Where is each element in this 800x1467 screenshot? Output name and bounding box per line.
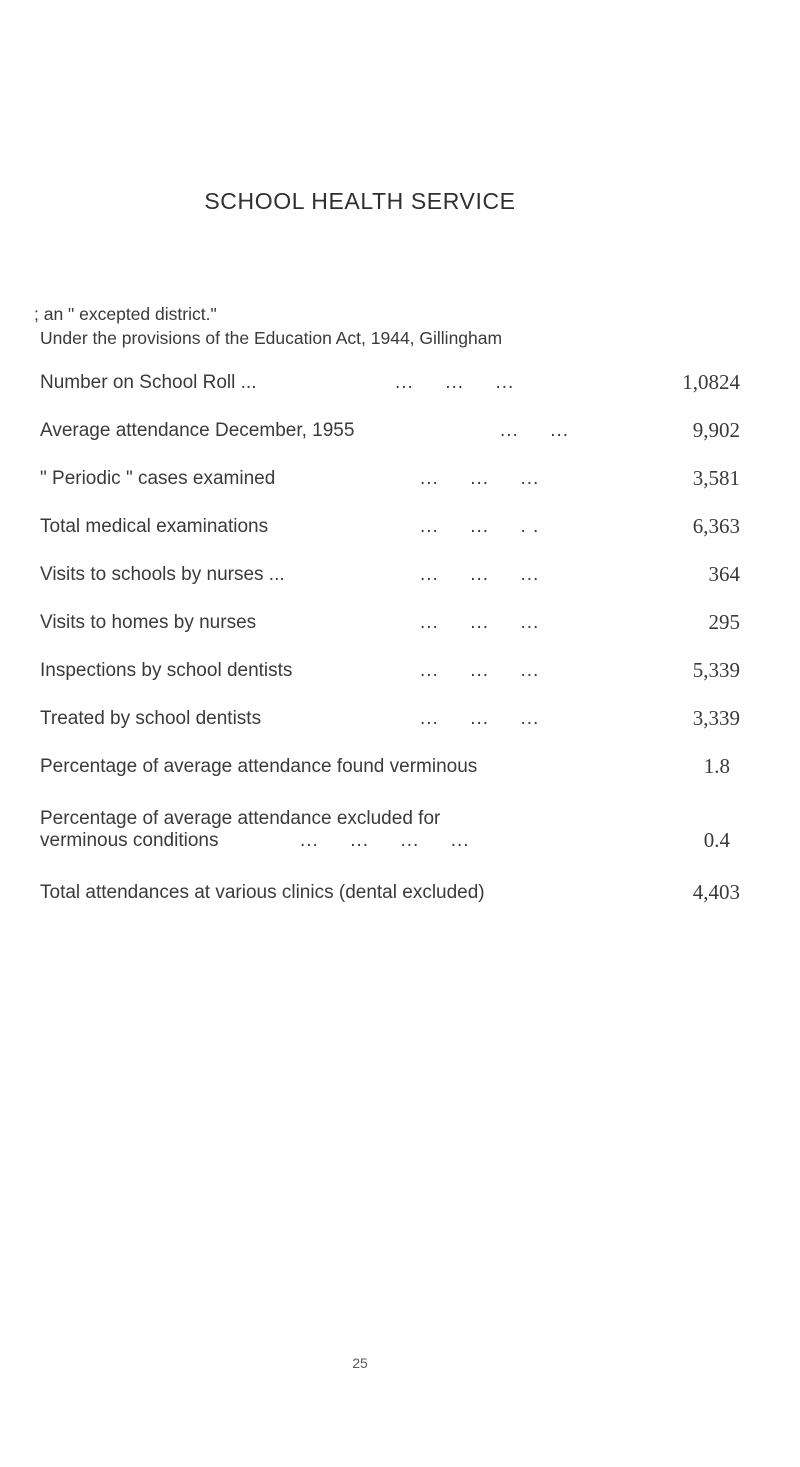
stat-value: 3,339 (692, 706, 740, 730)
leader-dots: ... ... ... (420, 708, 540, 729)
stat-label: Treated by school dentists (40, 708, 262, 729)
stat-label: Visits to homes by nurses (40, 612, 257, 633)
page-title: SCHOOL HEALTH SERVICE (204, 188, 516, 214)
intro-line-2: ; an " excepted district." (34, 304, 217, 324)
page-number: 25 (352, 1355, 368, 1371)
stat-value: 9,902 (692, 418, 740, 442)
stat-value: 1,0824 (682, 370, 740, 394)
stat-label: Total attendances at various clinics (dental excluded) (40, 882, 485, 903)
stat-value: 3,581 (692, 466, 740, 490)
stat-value: 4,403 (692, 880, 740, 904)
stat-value: 1.8 (703, 754, 730, 778)
stat-label-continued: verminous conditions (40, 830, 219, 851)
stat-label: Number on School Roll ... (40, 372, 257, 393)
leader-dots: ... ... ... (420, 612, 540, 633)
leader-dots: ... ... ... ... (300, 830, 470, 851)
leader-dots: ... ... . . (420, 516, 540, 537)
stat-label: " Periodic " cases examined (40, 468, 276, 489)
leader-dots: ... ... ... (420, 564, 540, 585)
stat-label: Average attendance December, 1955 (40, 420, 355, 441)
leader-dots: ... ... ... (395, 372, 515, 393)
leader-dots: ... ... (500, 420, 570, 441)
stat-label: Total medical examinations (40, 516, 269, 537)
leader-dots: ... ... ... (420, 660, 540, 681)
stat-value: 364 (708, 562, 740, 586)
stat-row-verminous-excluded (40, 806, 740, 856)
stat-value: 6,363 (692, 514, 740, 538)
intro-line-1: Under the provisions of the Education Act, 1944, Gillingham (40, 328, 503, 348)
stat-label: Percentage of average attendance excluded for (40, 808, 441, 829)
stat-label: Percentage of average attendance found verminous (40, 756, 478, 777)
stat-value: 295 (708, 610, 740, 634)
leader-dots: ... ... ... (420, 468, 540, 489)
stat-value: 5,339 (692, 658, 740, 682)
stat-value: 0.4 (703, 828, 730, 852)
stat-label: Inspections by school dentists (40, 660, 293, 681)
stat-label: Visits to schools by nurses ... (40, 564, 285, 585)
